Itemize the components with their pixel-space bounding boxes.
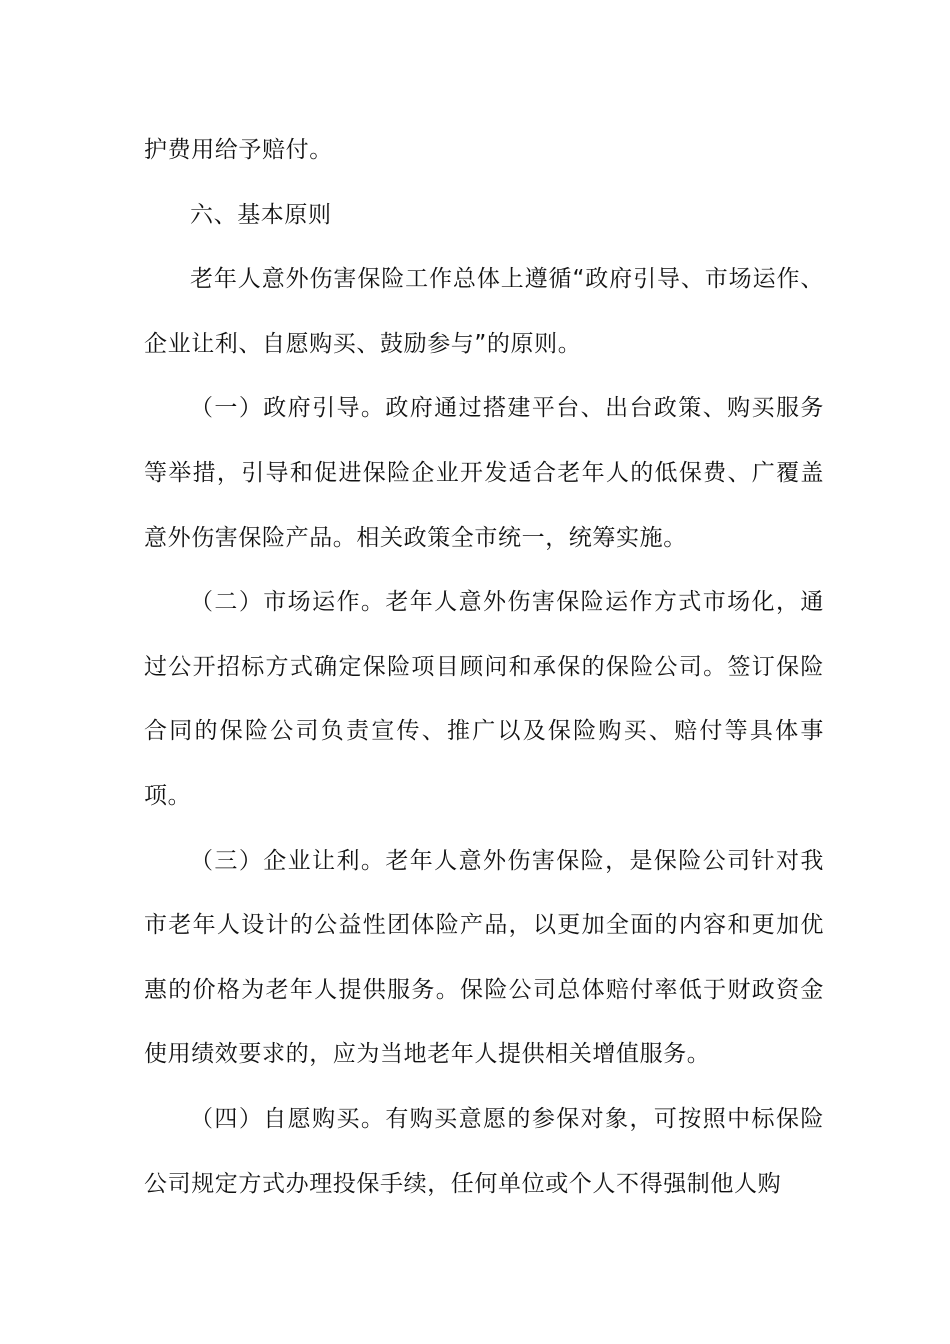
paragraph-market-operation: （二）市场运作。老年人意外伤害保险运作方式市场化，通过公开招标方式确定保险项目顾问和承保的保险公司。签订保险合同的保险公司负责宣传、推广以及保险购买、赔付等具体事项。 (144, 589, 824, 809)
paragraph-principles-intro: 老年人意外伤害保险工作总体上遵循“政府引导、市场运作、企业让利、自愿购买、鼓励参与”的原则。 (144, 266, 824, 357)
paragraph-continuation: 护费用给予赔付。 (144, 137, 333, 163)
paragraph-government-guidance: （一）政府引导。政府通过搭建平台、出台政策、购买服务等举措，引导和促进保险企业开发适合老年人的低保费、广覆盖意外伤害保险产品。相关政策全市统一，统筹实施。 (144, 395, 824, 551)
paragraph-enterprise-concession: （三）企业让利。老年人意外伤害保险，是保险公司针对我市老年人设计的公益性团体险产品，以更加全面的内容和更加优惠的价格为老年人提供服务。保险公司总体赔付率低于财政资金使用绩效要求的，应为当地老年人提供相关增值服务。 (144, 847, 824, 1068)
section-heading: 六、基本原则 (190, 201, 332, 228)
document-body (144, 118, 824, 1216)
paragraph-voluntary-purchase: （四）自愿购买。有购买意愿的参保对象，可按照中标保险公司规定方式办理投保手续，任何单位或个人不得强制他人购 (144, 1105, 824, 1197)
